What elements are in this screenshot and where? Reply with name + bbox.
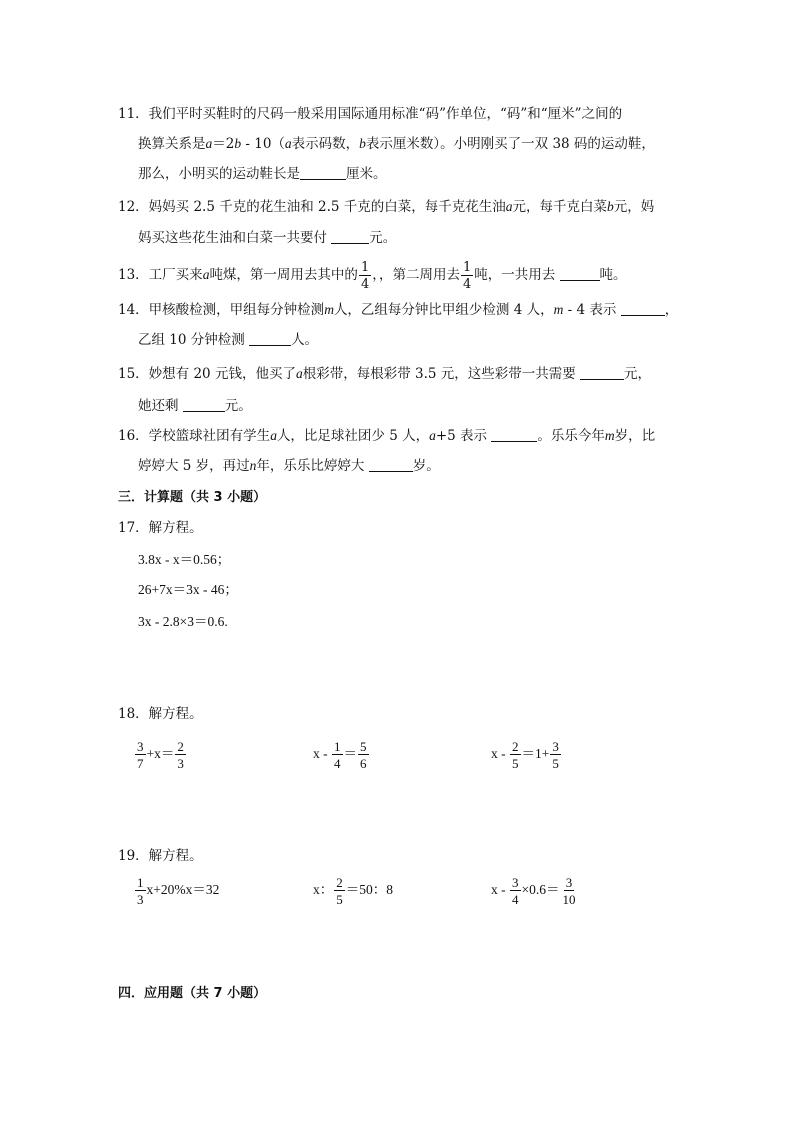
fraction: $\frac{3}{4}$ — [512, 874, 519, 907]
fraction: $\frac{3}{10}$ — [562, 874, 576, 907]
fraction: $\frac{1}{4}$ — [334, 738, 341, 771]
q19-title: 19．解方程。 — [118, 848, 203, 864]
q17-equation-1: 3.8x - x＝0.56； — [138, 552, 231, 567]
q15-line1: 15．妙想有 20 元钱，他买了a根彩带，每根彩带 3.5 元，这些彩带一共需要 元， — [118, 366, 652, 382]
section-heading-4: 四．应用题（共 7 小题） — [118, 986, 267, 1001]
q17-equation-2: 26+7x＝3x - 46； — [138, 582, 238, 597]
q18-title: 18．解方程。 — [118, 706, 203, 722]
answer-blank[interactable] — [580, 365, 624, 380]
q14-line2: 乙组 10 分钟检测 人。 — [138, 332, 319, 348]
fraction: $\frac{2}{3}$ — [177, 738, 184, 771]
q11-line3: 那么，小明买的运动鞋长是 厘米。 — [138, 166, 387, 182]
answer-blank[interactable] — [183, 397, 225, 412]
q17-title: 17．解方程。 — [118, 520, 203, 536]
q19-equation-b: x： $\frac{2}{5}$ ＝50：8 — [313, 874, 393, 907]
answer-blank[interactable] — [369, 457, 413, 472]
q15-line2: 她还剩 元。 — [138, 398, 252, 414]
answer-blank[interactable] — [300, 165, 346, 180]
q17-equation-3: 3x - 2.8×3＝0.6. — [138, 614, 228, 629]
q11-line2: 换算关系是a＝2b - 10（a表示码数，b表示厘米数）。小明刚买了一双 38 码的运动鞋， — [138, 136, 655, 152]
fraction: $\frac{3}{7}$ — [137, 738, 144, 771]
q13-line: 13．工厂买来a吨煤，第一周用去其中的 $\frac{1}{4}$ ，，第二周用去 $\frac{1}{4}$ 吨，一共用去 吨。 — [118, 259, 627, 292]
q14-line1: 14．甲核酸检测，甲组每分钟检测m人，乙组每分钟比甲组少检测 4 人，m - 4 表示 ， — [118, 302, 679, 318]
fraction: $\frac{1}{3}$ — [137, 874, 144, 907]
answer-blank[interactable] — [331, 229, 369, 244]
q12-line1: 12．妈妈买 2.5 千克的花生油和 2.5 千克的白菜，每千克花生油a元，每千克白菜b元，妈 — [118, 199, 655, 215]
q11-line1: 11．我们平时买鞋时的尺码一般采用国际通用标准“码”作单位，“码”和“厘米”之间的 — [118, 106, 623, 122]
q12-line2: 妈买这些花生油和白菜一共要付 元。 — [138, 230, 397, 246]
section-heading-3: 三．计算题（共 3 小题） — [118, 490, 267, 505]
fraction: $\frac{5}{6}$ — [360, 738, 367, 771]
answer-blank[interactable] — [560, 266, 600, 281]
q16-line2: 婷婷大 5 岁，再过n年，乐乐比婷婷大 岁。 — [138, 458, 440, 474]
q18-equation-c: x - $\frac{2}{5}$ ＝1+ $\frac{3}{5}$ — [491, 738, 559, 771]
q18-equation-a: $\frac{3}{7}$ +x＝ $\frac{2}{3}$ — [137, 738, 184, 771]
fraction: $\frac{2}{5}$ — [336, 874, 343, 907]
fraction: $\frac{2}{5}$ — [512, 738, 519, 771]
q19-equation-a: $\frac{1}{3}$ x+20%x＝32 — [137, 874, 220, 907]
q19-equation-c: x - $\frac{3}{4}$ ×0.6＝ $\frac{3}{10}$ — [491, 874, 576, 907]
q16-line1: 16．学校篮球社团有学生a人，比足球社团少 5 人，a+5 表示 。乐乐今年m岁，比 — [118, 428, 656, 444]
answer-blank[interactable] — [491, 427, 537, 442]
fraction: $\frac{1}{4}$ — [360, 259, 370, 292]
fraction: $\frac{3}{5}$ — [552, 738, 559, 771]
answer-blank[interactable] — [249, 331, 291, 346]
q18-equation-b: x - $\frac{1}{4}$ ＝ $\frac{5}{6}$ — [313, 738, 367, 771]
fraction: $\frac{1}{4}$ — [462, 259, 472, 292]
answer-blank[interactable] — [621, 301, 665, 316]
